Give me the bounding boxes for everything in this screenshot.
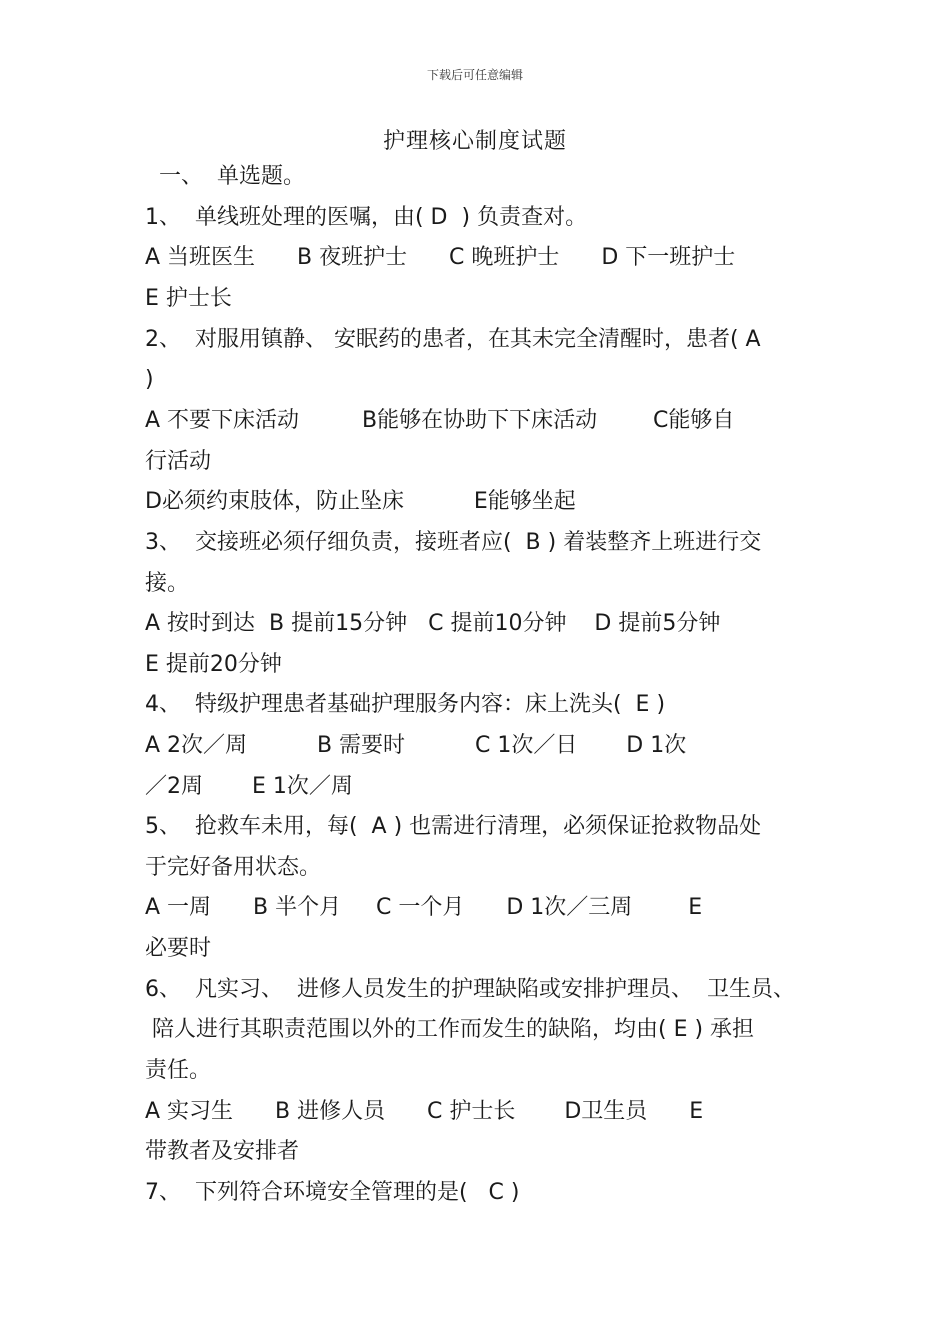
question-2-options: A 不要下床活动 B能够在协助下下床活动 C能够自 <box>145 408 735 433</box>
question-5: 5、 抢救车未用，每( A ) 也需进行清理，必须保证抢救物品处 <box>145 814 762 839</box>
question-5-options-cont: 必要时 <box>145 936 212 961</box>
page-title: 护理核心制度试题 <box>382 129 567 154</box>
question-3-cont: 接。 <box>145 571 190 596</box>
question-2-cont: ) <box>145 367 154 392</box>
question-5-options: A 一周 B 半个月 C 一个月 D 1次／三周 E <box>145 895 703 920</box>
question-6-options: A 实习生 B 进修人员 C 护士长 D卫生员 E <box>145 1099 704 1124</box>
question-1-options: A 当班医生 B 夜班护士 C 晚班护士 D 下一班护士 <box>145 245 736 270</box>
question-3: 3、 交接班必须仔细负责，接班者应( B ) 着装整齐上班进行交 <box>145 530 762 555</box>
question-4: 4、 特级护理患者基础护理服务内容：床上洗头( E ) <box>145 692 666 717</box>
question-6-cont: 陪人进行其职责范围以外的工作而发生的缺陷，均由( E ) 承担 <box>145 1017 755 1042</box>
question-1-options-cont: E 护士长 <box>145 286 232 311</box>
question-1: 1、 单线班处理的医嘱，由( D ) 负责查对。 <box>145 205 588 230</box>
section-heading: 一、 单选题。 <box>145 164 305 189</box>
question-7: 7、 下列符合环境安全管理的是( C ) <box>145 1180 520 1205</box>
question-2-options-cont: 行活动 <box>145 449 212 474</box>
header-note: 下载后可任意编辑 <box>426 68 523 82</box>
question-4-options: A 2次／周 B 需要时 C 1次／日 D 1次 <box>145 733 687 758</box>
question-6-cont2: 责任。 <box>145 1058 212 1083</box>
question-2: 2、 对服用镇静、 安眠药的患者，在其未完全清醒时，患者( A <box>145 327 761 352</box>
question-2-options-cont2: D必须约束肢体，防止坠床 E能够坐起 <box>145 489 576 514</box>
question-3-options: A 按时到达 B 提前15分钟 C 提前10分钟 D 提前5分钟 <box>145 611 721 636</box>
question-6-options-cont: 带教者及安排者 <box>145 1139 300 1164</box>
question-4-options-cont: ／2周 E 1次／周 <box>145 774 353 799</box>
question-3-options-cont: E 提前20分钟 <box>145 652 282 677</box>
question-5-cont: 于完好备用状态。 <box>145 855 322 880</box>
question-6: 6、 凡实习、 进修人员发生的护理缺陷或安排护理员、 卫生员、 <box>145 977 795 1002</box>
